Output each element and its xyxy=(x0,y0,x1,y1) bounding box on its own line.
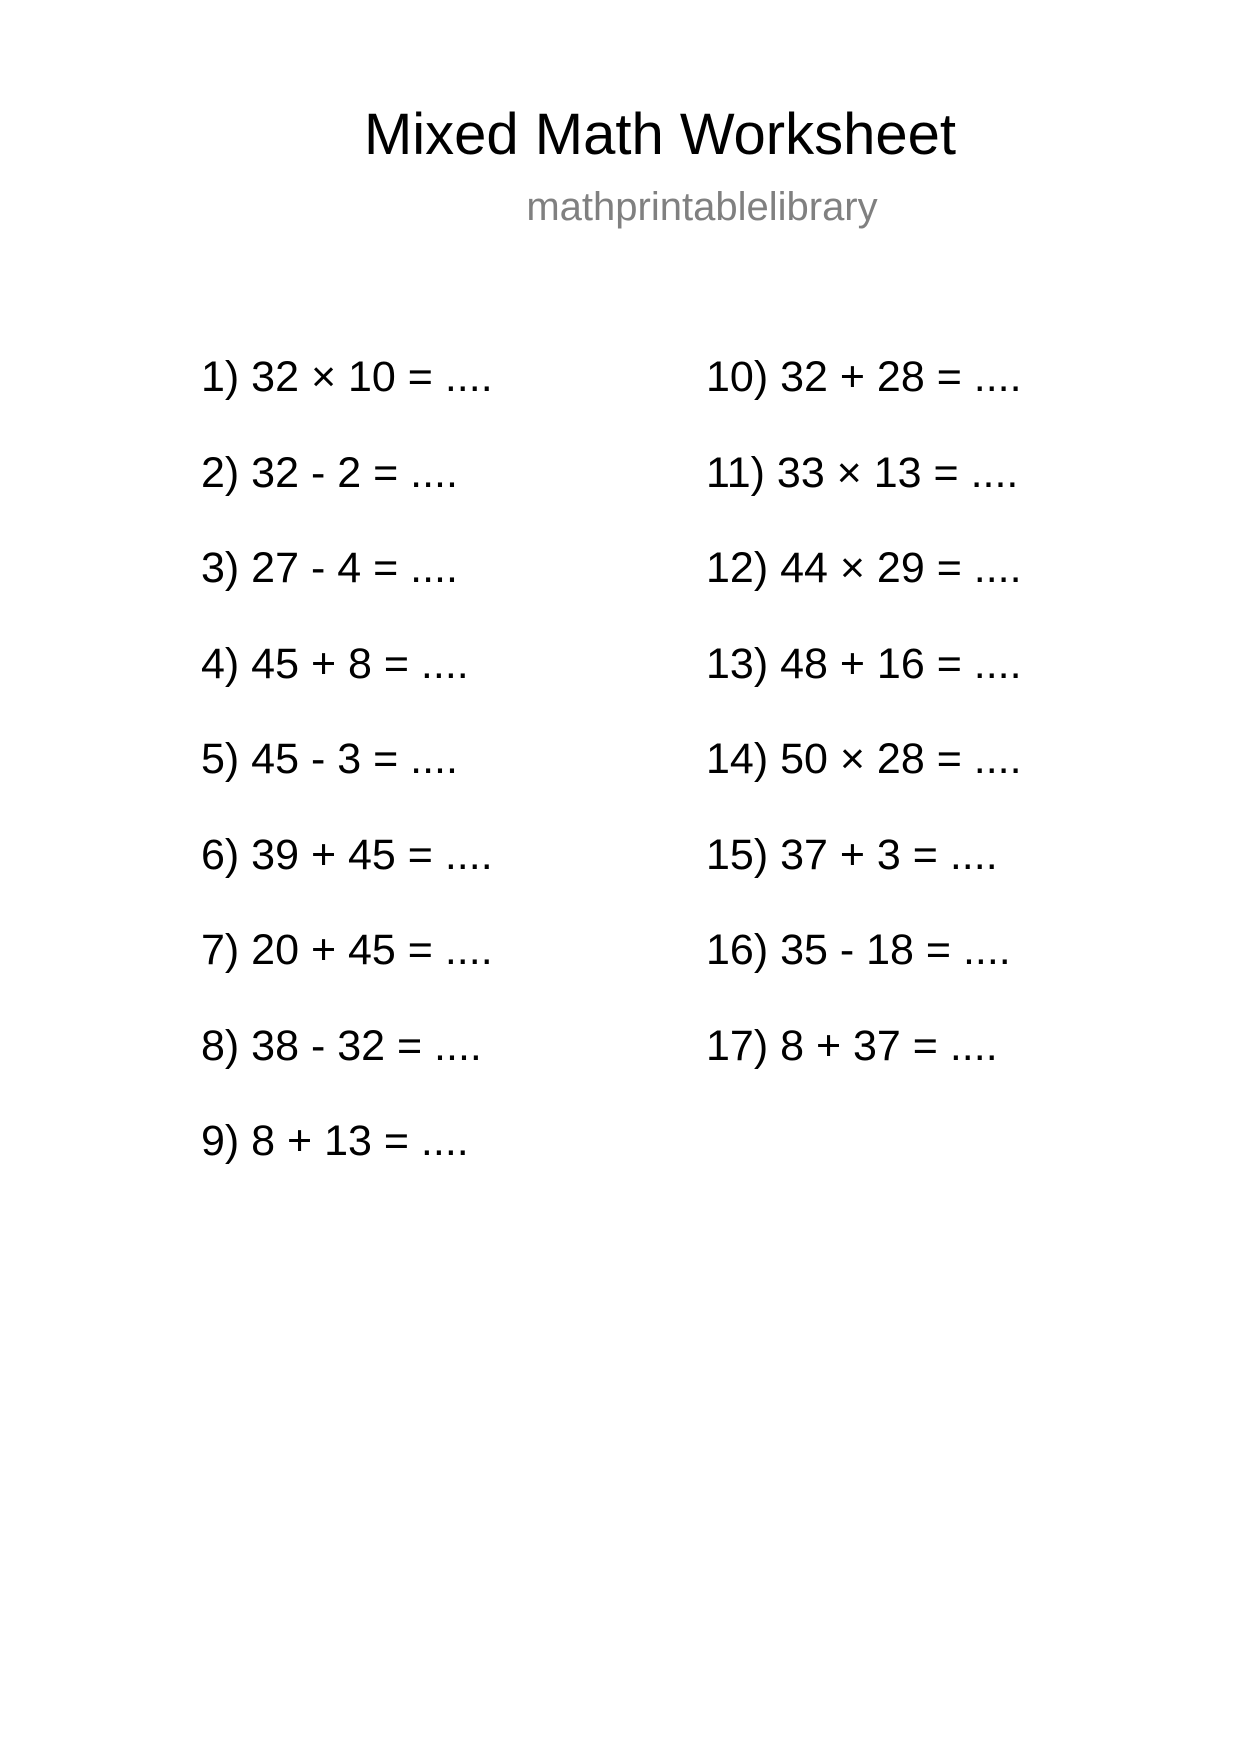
problem-15: 15) 37 + 3 = .... xyxy=(706,830,998,879)
problem-1: 1) 32 × 10 = .... xyxy=(201,353,493,401)
problem-14: 14) 50 × 28 = .... xyxy=(706,735,1022,783)
problem-11: 11) 33 × 13 = .... xyxy=(706,448,1019,497)
problem-6: 6) 39 + 45 = .... xyxy=(201,830,493,879)
problem-8: 8) 38 - 32 = .... xyxy=(201,1021,482,1070)
problem-9: 9) 8 + 13 = .... xyxy=(201,1117,469,1165)
problem-3: 3) 27 - 4 = .... xyxy=(201,544,458,592)
problem-column-left xyxy=(201,350,493,1210)
problem-13: 13) 48 + 16 = .... xyxy=(706,639,1022,688)
problem-17: 17) 8 + 37 = .... xyxy=(706,1021,998,1070)
problem-5: 5) 45 - 3 = .... xyxy=(201,735,458,783)
problem-12: 12) 44 × 29 = .... xyxy=(706,544,1022,592)
worksheet-subtitle: mathprintablelibrary xyxy=(526,185,878,229)
problem-10: 10) 32 + 28 = .... xyxy=(706,353,1022,401)
problem-4: 4) 45 + 8 = .... xyxy=(201,639,469,688)
problem-column-right xyxy=(706,350,1022,1114)
problem-7: 7) 20 + 45 = .... xyxy=(201,926,493,974)
worksheet-title: Mixed Math Worksheet xyxy=(363,102,957,167)
problem-2: 2) 32 - 2 = .... xyxy=(201,448,458,497)
problem-16: 16) 35 - 18 = .... xyxy=(706,926,1011,974)
